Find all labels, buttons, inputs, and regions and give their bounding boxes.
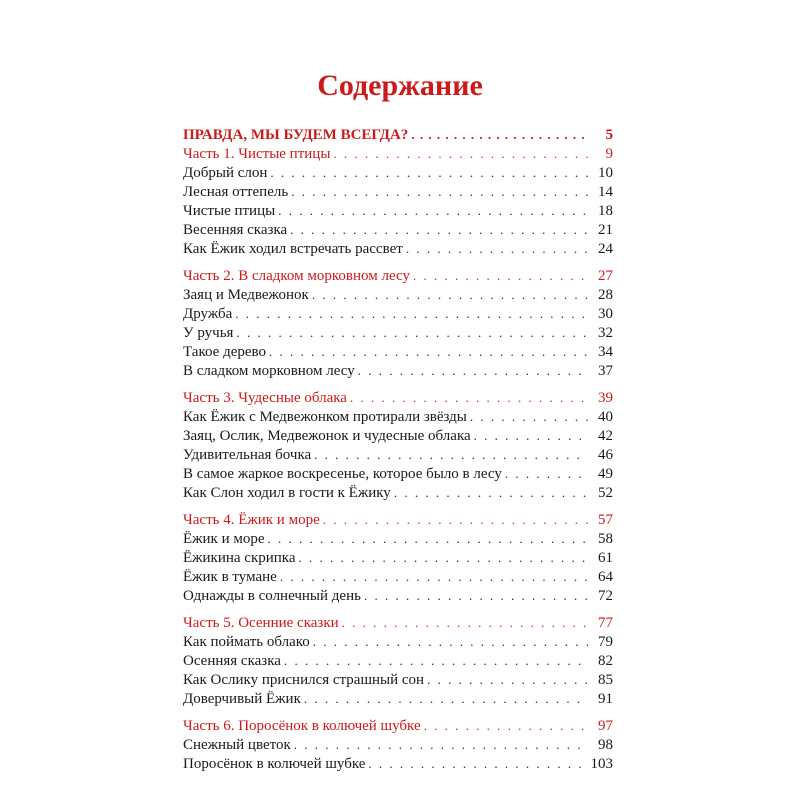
toc-entry-label: ПРАВДА, МЫ БУДЕМ ВСЕГДА? [183,127,409,143]
toc-entry-page: 21 [598,222,613,238]
toc-entry-label: Лесная оттепель [183,184,289,200]
toc-entry-page: 98 [598,737,613,753]
toc-entry-label: Ёжик в тумане [183,569,277,585]
toc-story-entry[interactable] [183,689,613,708]
leader-dots [505,464,588,483]
toc-entry-label: Осенняя сказка [183,653,281,669]
toc-entry-page: 18 [598,203,613,219]
toc-entry-label: Удивительная бочка [183,447,312,463]
leader-dots [314,445,588,464]
section-gap [183,258,613,266]
leader-dots [236,323,588,342]
toc-story-entry[interactable] [183,163,613,182]
toc-story-entry[interactable] [183,407,613,426]
toc-entry-label: Чистые птицы [183,203,276,219]
toc-story-entry[interactable] [183,670,613,689]
toc-story-entry[interactable] [183,285,613,304]
toc-story-entry[interactable] [183,220,613,239]
toc-story-entry[interactable] [183,586,613,605]
toc-entry-page: 27 [598,268,613,284]
leader-dots [294,735,588,754]
leader-dots [312,285,588,304]
toc-story-entry[interactable] [183,426,613,445]
toc-entry-label: В сладком морковном лесу [183,363,355,379]
toc-entry-page: 30 [598,306,613,322]
toc-story-entry[interactable] [183,548,613,567]
toc-story-entry[interactable] [183,632,613,651]
toc-entry-label: Ёжик и море [183,531,265,547]
toc-part-heading[interactable] [183,144,613,163]
toc-entry-label: Однажды в солнечный день [183,588,361,604]
toc-entry-label: Часть 1. Чистые птицы [183,146,331,162]
leader-dots [280,567,588,586]
leader-dots [313,632,588,651]
toc-entry-page: 37 [598,363,613,379]
leader-dots [427,670,588,689]
toc-entry-label: Добрый слон [183,165,268,181]
leader-dots [406,239,588,258]
toc-entry-label: Поросёнок в колючей шубке [183,756,366,772]
leader-dots [368,754,587,773]
toc-entry-page: 52 [598,485,613,501]
leader-dots [304,689,588,708]
toc-story-entry[interactable] [183,342,613,361]
toc-entry-page: 91 [598,691,613,707]
toc-story-entry[interactable] [183,754,613,773]
toc-entry-label: Заяц, Ослик, Медвежонок и чудесные облака [183,428,471,444]
toc-entry-page: 103 [590,756,613,772]
toc-entry-label: Ёжикина скрипка [183,550,296,566]
toc-entry-page: 64 [598,569,613,585]
toc-entry-page: 40 [598,409,613,425]
toc-entry-label: Доверчивый Ёжик [183,691,301,707]
leader-dots [474,426,588,445]
toc-story-entry[interactable] [183,567,613,586]
toc-story-entry[interactable] [183,182,613,201]
toc-part-heading[interactable] [183,613,613,632]
toc-entry-page: 58 [598,531,613,547]
toc-entry-page: 34 [598,344,613,360]
section-gap [183,708,613,716]
toc-entry-page: 5 [605,127,613,143]
toc-story-entry[interactable] [183,304,613,323]
leader-dots [270,163,588,182]
toc-entry-label: В самое жаркое воскресенье, которое было в лесу [183,466,502,482]
toc-entry-label: Дружба [183,306,233,322]
toc-entry-page: 61 [598,550,613,566]
toc-entry-page: 77 [598,615,613,631]
toc-entry-page: 42 [598,428,613,444]
toc-entry-page: 46 [598,447,613,463]
toc-entry-label: Часть 4. Ёжик и море [183,512,320,528]
toc-entry-label: Как поймать облако [183,634,310,650]
toc-entry-label: У ручья [183,325,234,341]
leader-dots [350,388,588,407]
toc-story-entry[interactable] [183,483,613,502]
toc-entry-page: 9 [605,146,613,162]
toc-entry-label: Весенняя сказка [183,222,288,238]
leader-dots [342,613,588,632]
toc-entry-label: Заяц и Медвежонок [183,287,309,303]
toc-entry-label: Как Ослику приснился страшный сон [183,672,425,688]
leader-dots [323,510,588,529]
table-of-contents [183,125,613,773]
toc-story-entry[interactable] [183,239,613,258]
leader-dots [235,304,588,323]
leader-dots [394,483,588,502]
toc-entry-label: Такое дерево [183,344,266,360]
leader-dots [333,144,588,163]
toc-entry-page: 14 [598,184,613,200]
toc-story-entry[interactable] [183,445,613,464]
leader-dots [291,182,588,201]
toc-part-heading[interactable] [183,266,613,285]
toc-intro-entry[interactable] [183,125,613,144]
leader-dots [268,529,588,548]
leader-dots [470,407,588,426]
toc-entry-label: Как Слон ходил в гости к Ёжику [183,485,391,501]
leader-dots [358,361,588,380]
toc-entry-page: 10 [598,165,613,181]
leader-dots [290,220,588,239]
leader-dots [278,201,588,220]
toc-story-entry[interactable] [183,735,613,754]
leader-dots [299,548,588,567]
toc-part-heading[interactable] [183,510,613,529]
toc-entry-page: 79 [598,634,613,650]
toc-entry-page: 39 [598,390,613,406]
toc-entry-label: Снежный цветок [183,737,291,753]
toc-entry-page: 85 [598,672,613,688]
toc-entry-label: Как Ёжик с Медвежонком протирали звёзды [183,409,467,425]
toc-entry-page: 32 [598,325,613,341]
toc-entry-page: 24 [598,241,613,257]
toc-story-entry[interactable] [183,323,613,342]
toc-part-heading[interactable] [183,716,613,735]
toc-entry-page: 57 [598,512,613,528]
toc-story-entry[interactable] [183,361,613,380]
toc-entry-label: Часть 6. Поросёнок в колючей шубке [183,718,421,734]
leader-dots [364,586,588,605]
toc-story-entry[interactable] [183,201,613,220]
leader-dots [413,266,588,285]
toc-story-entry[interactable] [183,529,613,548]
toc-entry-label: Часть 5. Осенние сказки [183,615,339,631]
page-title: Содержание [317,69,483,102]
toc-entry-label: Как Ёжик ходил встречать рассвет [183,241,403,257]
toc-story-entry[interactable] [183,464,613,483]
section-gap [183,502,613,510]
section-gap [183,380,613,388]
toc-story-entry[interactable] [183,651,613,670]
leader-dots [411,125,588,144]
toc-entry-page: 72 [598,588,613,604]
toc-entry-page: 97 [598,718,613,734]
toc-entry-page: 28 [598,287,613,303]
toc-entry-label: Часть 2. В сладком морковном лесу [183,268,410,284]
leader-dots [284,651,588,670]
toc-entry-page: 49 [598,466,613,482]
toc-entry-page: 82 [598,653,613,669]
leader-dots [424,716,588,735]
toc-part-heading[interactable] [183,388,613,407]
section-gap [183,605,613,613]
leader-dots [269,342,588,361]
toc-entry-label: Часть 3. Чудесные облака [183,390,347,406]
